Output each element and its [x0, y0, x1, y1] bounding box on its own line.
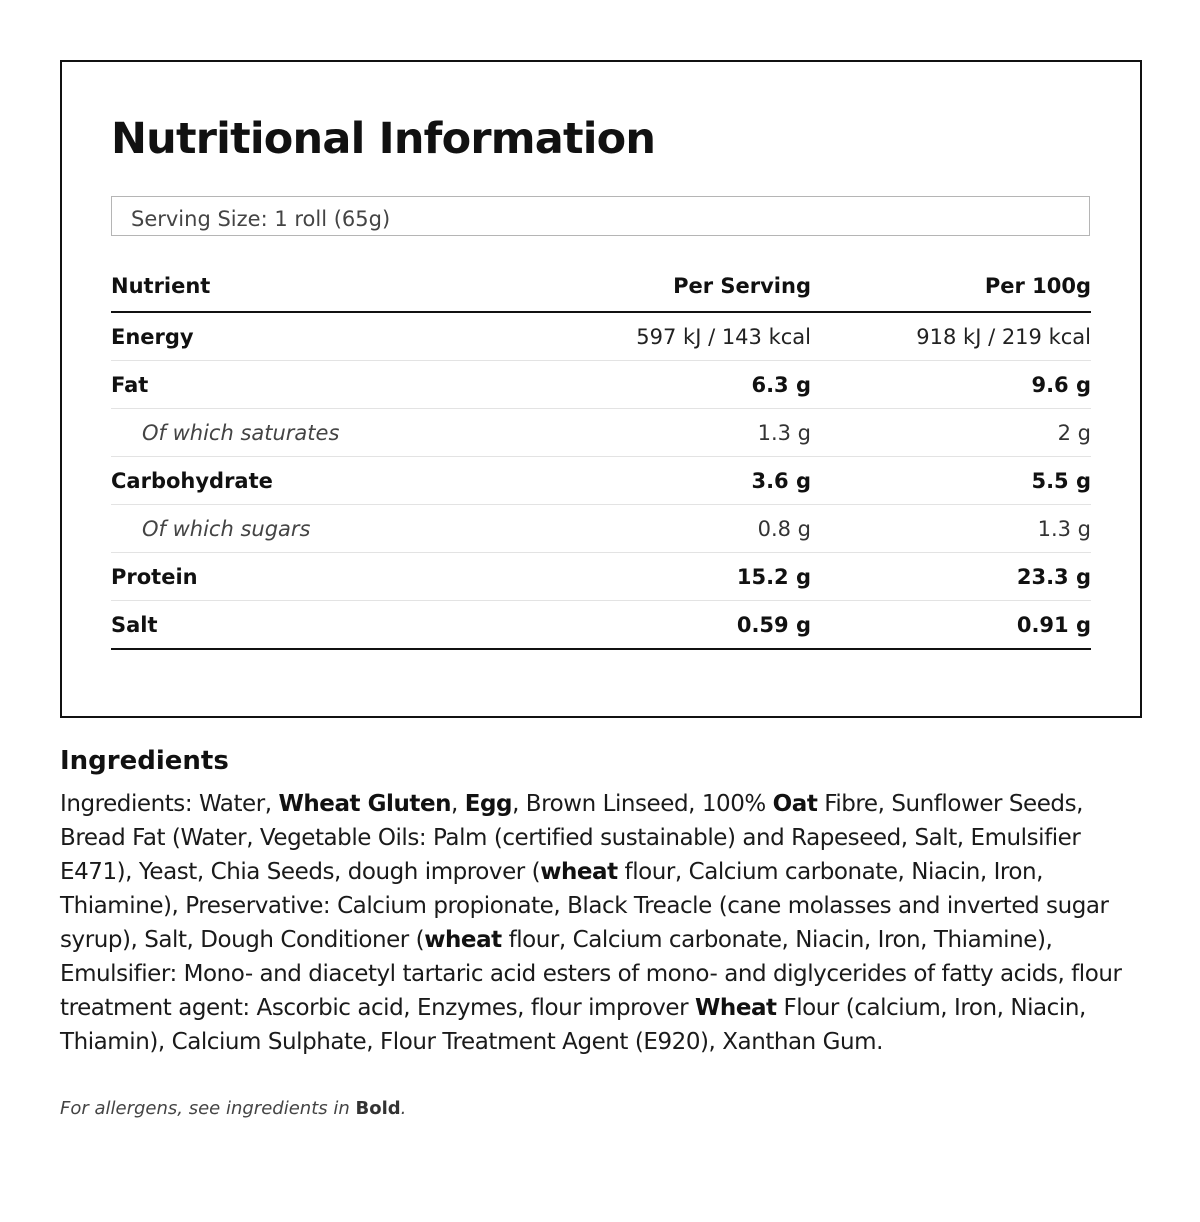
nutrient-name: Fat: [111, 361, 531, 409]
table-row: [111, 361, 1091, 409]
ingredient-text: Flour (calcium, Iron, Niacin, Thiamin), Calcium Sulphate, Flour Treatment Agent (E920), Xanthan Gum.: [60, 995, 1086, 1055]
allergen-wheat: wheat: [540, 859, 618, 885]
table-header-row: [111, 261, 1091, 312]
ingredient-text: Fibre, Sunflower Seeds, Bread Fat (Water, Vegetable Oils: Palm (certified sustainable) and Rapeseed, Salt, Emulsifier E471), Yeast, Chia Seeds, dough improver (: [60, 791, 1083, 885]
nutrition-panel: [60, 60, 1142, 718]
nutrient-name: Protein: [111, 553, 531, 601]
nutrient-name: Of which sugars: [111, 505, 531, 553]
nutrient-name: Carbohydrate: [111, 457, 531, 505]
per-100g-value: 9.6 g: [811, 361, 1091, 409]
nutrition-title: Nutritional Information: [111, 114, 656, 164]
per-100g-value: 2 g: [811, 409, 1091, 457]
allergen-note: [60, 1098, 406, 1119]
per-100g-value: 1.3 g: [811, 505, 1091, 553]
ingredient-text: Ingredients: Water,: [60, 791, 279, 817]
per-100g-value: 5.5 g: [811, 457, 1091, 505]
ingredient-text: ,: [451, 791, 465, 817]
allergen-wheat-gluten: Wheat Gluten: [278, 791, 452, 817]
allergen-egg: Egg: [464, 791, 513, 817]
allergen-wheat: Wheat: [694, 995, 777, 1021]
per-serving-value: 0.59 g: [531, 601, 811, 650]
table-row: [111, 553, 1091, 601]
per-serving-value: 15.2 g: [531, 553, 811, 601]
per-100g-value: 23.3 g: [811, 553, 1091, 601]
ingredient-text: , Brown Linseed, 100%: [512, 791, 773, 817]
per-100g-value: 918 kJ / 219 kcal: [811, 312, 1091, 361]
ingredient-text: flour, Calcium carbonate, Niacin, Iron, Thiamine), Preservative: Calcium propionate, Black Treacle (cane molasses and inverted sugar syrup), Salt, Dough Conditioner (: [60, 859, 1109, 953]
table-row: [111, 505, 1091, 553]
allergen-note-end: .: [400, 1098, 407, 1119]
per-serving-value: 597 kJ / 143 kcal: [531, 312, 811, 361]
nutrient-name: Energy: [111, 312, 531, 361]
allergen-note-text: For allergens, see ingredients in: [60, 1098, 356, 1119]
per-100g-value: 0.91 g: [811, 601, 1091, 650]
header-per-serving: Per Serving: [531, 261, 811, 312]
table-row: [111, 409, 1091, 457]
ingredients-heading: Ingredients: [60, 746, 229, 776]
allergen-wheat: wheat: [424, 927, 502, 953]
ingredients-text: [60, 787, 1130, 1059]
per-serving-value: 1.3 g: [531, 409, 811, 457]
allergen-note-bold: Bold: [355, 1098, 401, 1119]
header-per-100g: Per 100g: [811, 261, 1091, 312]
per-serving-value: 3.6 g: [531, 457, 811, 505]
table-row: [111, 457, 1091, 505]
nutrient-name: Of which saturates: [111, 409, 531, 457]
per-serving-value: 6.3 g: [531, 361, 811, 409]
table-row: [111, 312, 1091, 361]
nutrient-name: Salt: [111, 601, 531, 650]
header-nutrient: Nutrient: [111, 261, 531, 312]
ingredient-text: flour, Calcium carbonate, Niacin, Iron, Thiamine), Emulsifier: Mono- and diacetyl tartaric acid esters of mono- and diglycerides of fatty acids, flour treatment agent: Ascorbic acid, Enzymes, flour improver: [60, 927, 1122, 1021]
serving-size-box: Serving Size: 1 roll (65g): [111, 196, 1090, 236]
table-row: [111, 601, 1091, 650]
nutrition-table: [111, 261, 1091, 650]
allergen-oat: Oat: [772, 791, 818, 817]
per-serving-value: 0.8 g: [531, 505, 811, 553]
